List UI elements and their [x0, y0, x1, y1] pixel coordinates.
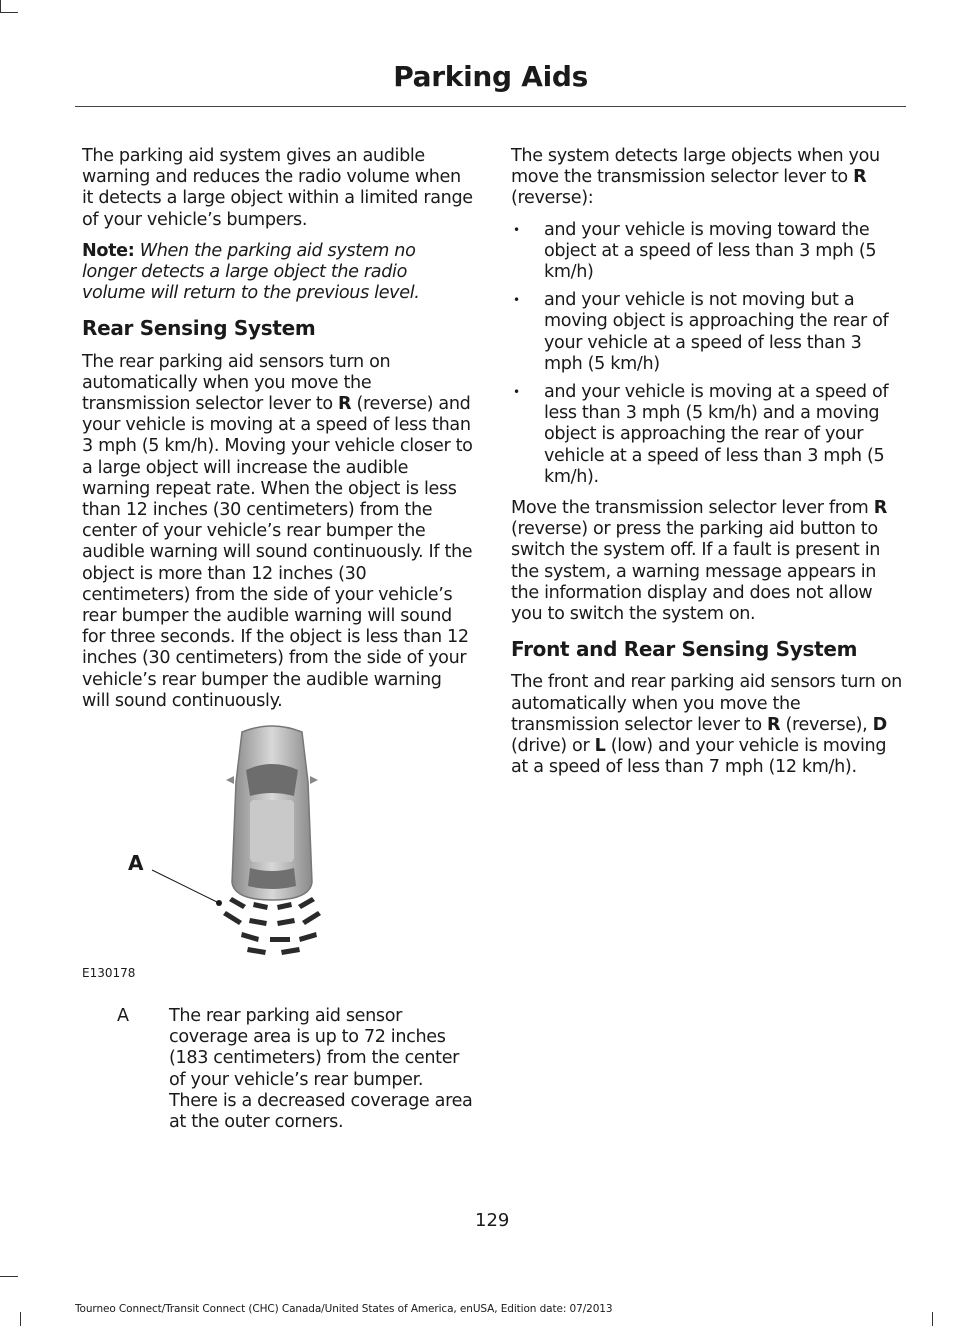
- fr-text-3: (drive) or: [511, 736, 595, 757]
- list-item: [511, 220, 903, 284]
- condition-list: [511, 220, 903, 488]
- switch-off-paragraph: [511, 498, 903, 625]
- note-label: Note:: [82, 240, 135, 261]
- rear-text-1: The rear parking aid sensors turn on automatically when you move the transmission selector lever to: [82, 351, 391, 415]
- list-item-text: and your vehicle is moving at a speed of less than 3 mph (5 km/h) and a moving object is approaching the rear of your vehicle at a speed of less than 3 mph (5 km/h).: [544, 382, 889, 487]
- figure-code: E130178: [82, 965, 136, 980]
- rear-text-2: (reverse) and your vehicle is moving at a speed of less than 3 mph (5 km/h). Moving your vehicle closer to a large object will increase the audible warning repeat rate. When the object is less than 12 inches (30 centimeters) from the center of your vehicle’s rear bumper the audible warning will sound continuously. If the object is more than 12 inches (30 centimeters) from the side of your vehicle’s rear bumper the audible warning will sound for three seconds. If the object is less than 12 inches (30 centimeters) from the side of your vehicle’s rear bumper the audible warning will sound continuously.: [82, 394, 473, 711]
- header-rule: [75, 106, 906, 107]
- page-number: 129: [475, 1210, 510, 1231]
- rear-bold-r: R: [338, 394, 352, 415]
- car-icon: [226, 726, 318, 900]
- fr-text-1: The front and rear parking aid sensors turn on automatically when you move the transmission selector lever to: [511, 672, 902, 735]
- crop-mark: [0, 0, 1, 12]
- front-rear-paragraph: [511, 672, 903, 778]
- list-item: [511, 382, 903, 488]
- legend-text: The rear parking aid sensor coverage area is up to 72 inches (183 centimeters) from the center of your vehicle’s rear bumper. There is a decreased coverage area at the outer corners.: [169, 1006, 473, 1133]
- sensor-wave-icon: [223, 897, 321, 955]
- section-heading-rear: Rear Sensing System: [82, 316, 316, 341]
- fr-text-2: (reverse),: [780, 714, 873, 735]
- bullet-icon: •: [513, 385, 520, 400]
- page-title: Parking Aids: [393, 60, 588, 93]
- rear-sensor-figure: [82, 722, 474, 984]
- move-bold-r: R: [873, 498, 887, 519]
- move-text-1: Move the transmission selector lever from: [511, 498, 874, 519]
- crop-mark: [20, 1312, 21, 1326]
- section-heading-front-rear: Front and Rear Sensing System: [511, 637, 858, 662]
- fr-text-4: (low) and your vehicle is moving at a speed of less than 7 mph (12 km/h).: [511, 736, 887, 778]
- note-paragraph: [82, 241, 474, 305]
- list-item-text: and your vehicle is moving toward the object at a speed of less than 3 mph (5 km/h): [544, 219, 877, 283]
- fr-bold-l: L: [594, 736, 606, 757]
- detect-intro-end: (reverse):: [511, 188, 594, 209]
- figure-legend: [82, 1006, 474, 1133]
- bullet-icon: •: [513, 222, 520, 237]
- bullet-icon: •: [513, 293, 520, 308]
- crop-mark: [0, 1276, 18, 1277]
- footer-edition: Tourneo Connect/Transit Connect (CHC) Canada/United States of America, enUSA, Edition date: 07/2013: [75, 1303, 613, 1315]
- note-text: When the parking aid system no longer detects a large object the radio volume will return to the previous level.: [82, 240, 420, 304]
- left-column: [82, 146, 474, 1133]
- callout-line: [152, 870, 219, 903]
- fr-bold-d: D: [872, 714, 887, 735]
- crop-mark: [0, 12, 18, 13]
- list-item: [511, 290, 903, 375]
- crop-mark: [932, 1312, 933, 1326]
- right-column: [511, 146, 903, 788]
- legend-key: A: [117, 1006, 129, 1027]
- callout-dot: [216, 900, 222, 906]
- detect-intro-text: The system detects large objects when you move the transmission selector lever to: [511, 146, 880, 188]
- fr-bold-r: R: [767, 714, 781, 735]
- callout-label: A: [128, 851, 144, 876]
- intro-paragraph: The parking aid system gives an audible warning and reduces the radio volume when it detects a large object within a limited range of your vehicle’s bumpers.: [82, 146, 473, 230]
- detect-intro: [511, 146, 903, 210]
- list-item-text: and your vehicle is not moving but a moving object is approaching the rear of your vehicle at a speed of less than 3 mph (5 km/h): [544, 290, 889, 374]
- move-text-2: (reverse) or press the parking aid button to switch the system off. If a fault is present in the system, a warning message appears in the information display and does not allow you to switch the system on.: [511, 519, 881, 625]
- rear-sensing-paragraph: [82, 352, 474, 712]
- detect-bold-r: R: [853, 167, 867, 188]
- vehicle-illustration: [82, 722, 474, 984]
